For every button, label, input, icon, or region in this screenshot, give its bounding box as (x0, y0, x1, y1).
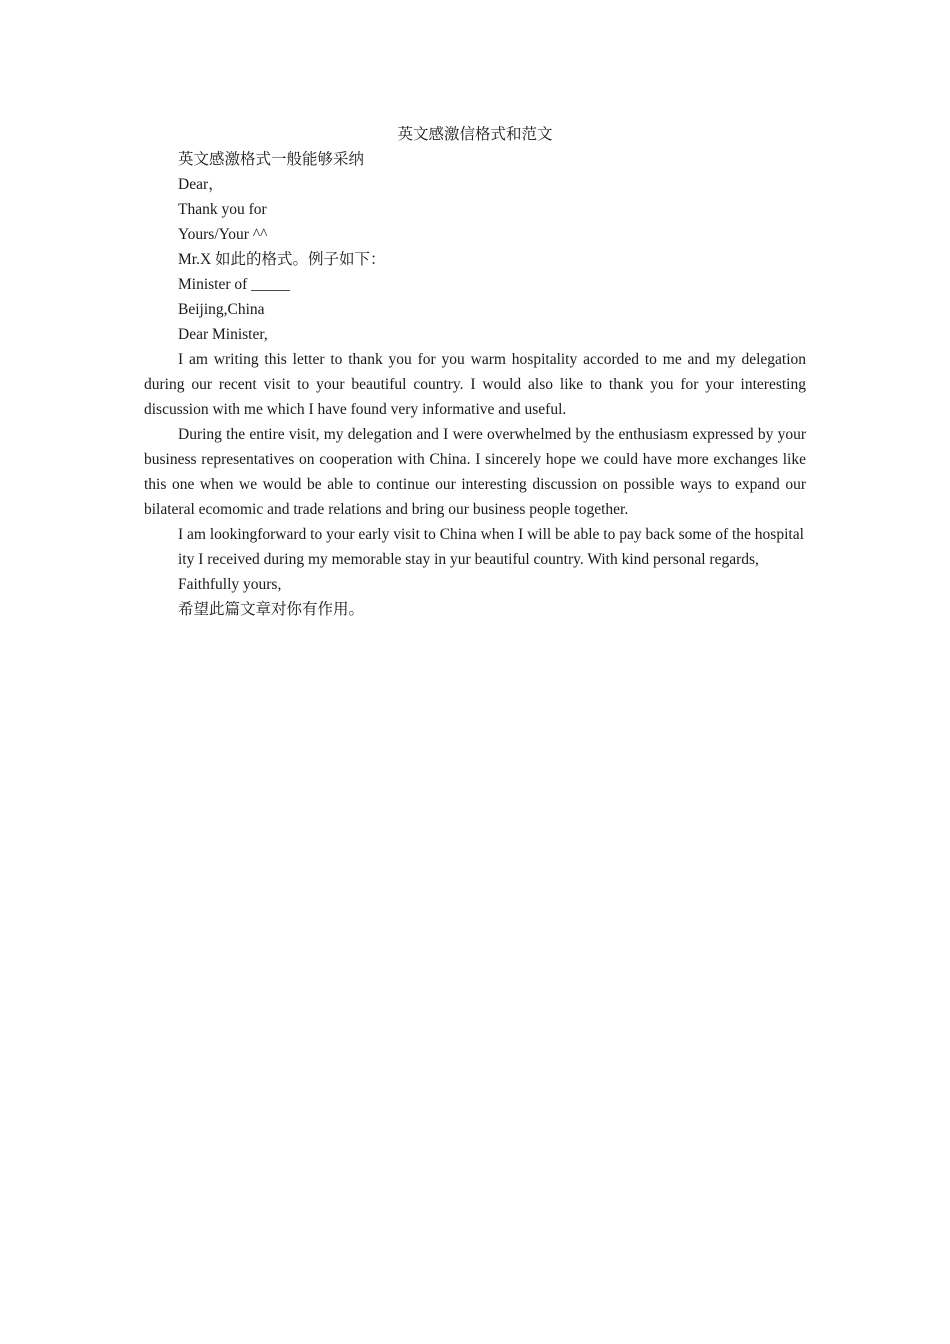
letter-paragraph-3: I am lookingforward to your early visit to China when I will be able to pay back some of the hospital (178, 526, 804, 543)
template-greeting: Dear， (178, 176, 224, 193)
template-closing: Yours/Your ^^ (178, 226, 268, 243)
letter-paragraph-1: I am writing this letter to thank you for you warm hospitality accorded to me and my delegation during our recent visit to your beautiful country. I would also like to thank you for your interesting discussion with me which I have found very informative and useful. (144, 351, 806, 418)
recipient-title: Minister of _____ (178, 276, 290, 293)
recipient-address: Beijing,China (178, 301, 265, 318)
letter-paragraph-2: During the entire visit, my delegation and I were overwhelmed by the enthusiasm expressed by your business representatives on cooperation with China. I sincerely hope we could have more exchanges like this one when we would be able to continue our interesting discussion on possible ways to expand our bilateral ecomomic and trade relations and bring our business people together. (144, 426, 806, 518)
intro-line: 英文感激格式一般能够采纳 (178, 151, 365, 168)
template-signature: Mr.X 如此的格式。例子如下： (178, 251, 386, 268)
letter-paragraph-3-continued: ity I received during my memorable stay in yur beautiful country. With kind personal regards, (178, 551, 759, 568)
document-page (144, 122, 806, 622)
letter-salutation: Dear Minister, (178, 326, 268, 343)
template-body: Thank you for (178, 201, 267, 218)
footer-note: 希望此篇文章对你有作用。 (178, 601, 365, 618)
document-title: 英文感激信格式和范文 (397, 126, 553, 143)
letter-closing: Faithfully yours, (178, 576, 282, 593)
